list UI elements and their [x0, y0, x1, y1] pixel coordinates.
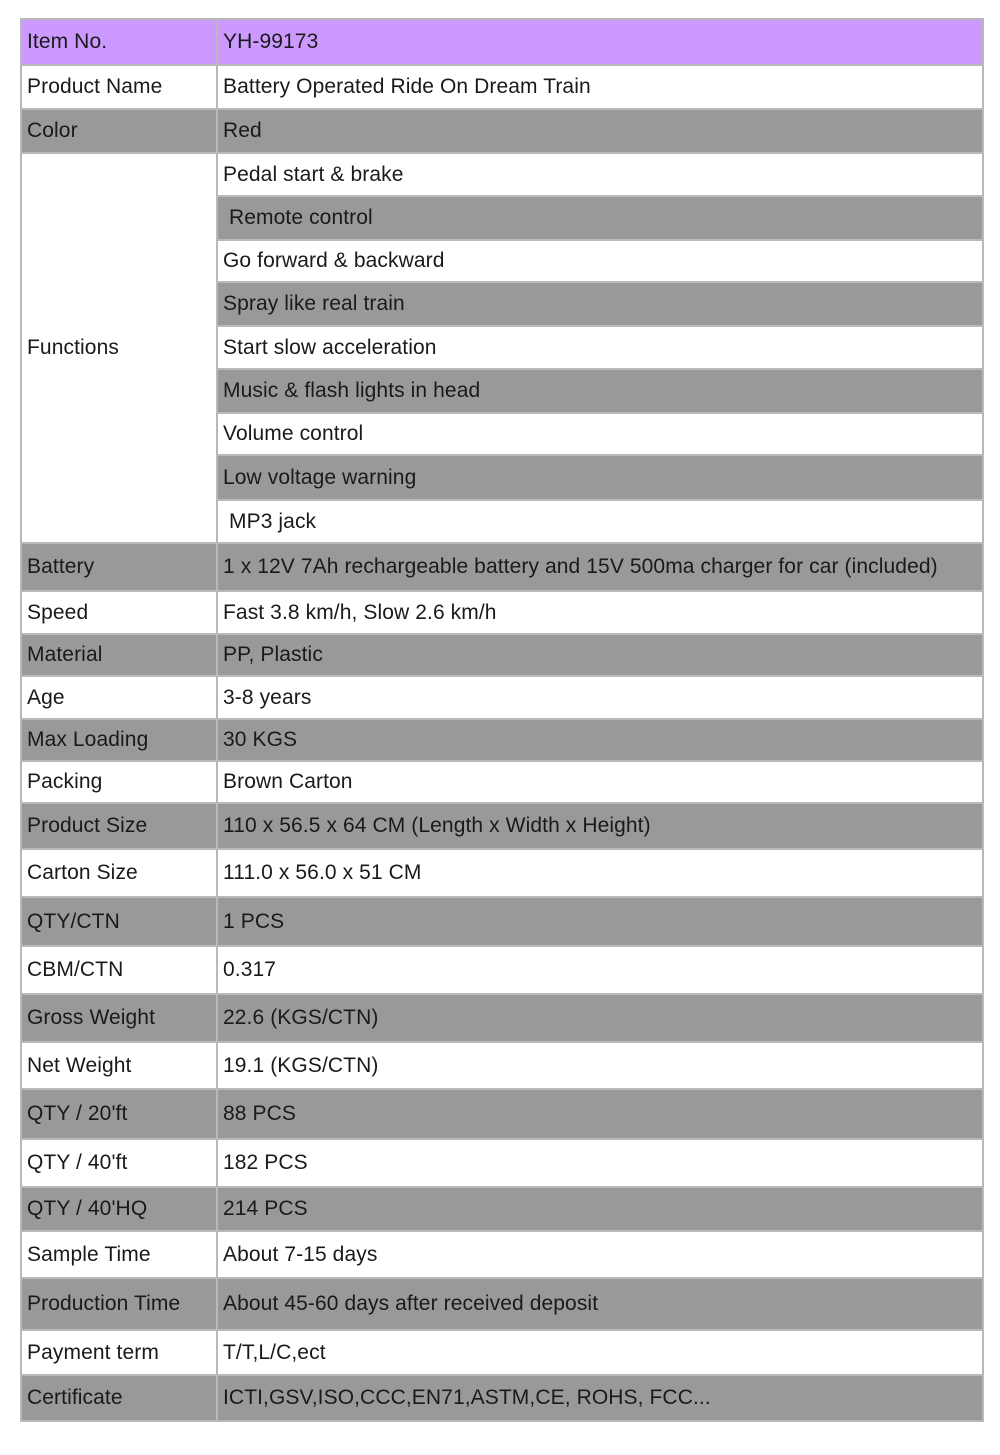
qty-40hq-label: QTY / 40'HQ	[21, 1187, 217, 1231]
function-item: MP3 jack	[217, 500, 983, 543]
net-weight-value: 19.1 (KGS/CTN)	[217, 1042, 983, 1089]
row-net-weight	[21, 1042, 983, 1089]
payment-term-value: T/T,L/C,ect	[217, 1330, 983, 1375]
max-loading-label: Max Loading	[21, 719, 217, 761]
spec-table	[20, 18, 984, 1422]
product-size-label: Product Size	[21, 803, 217, 849]
row-battery	[21, 543, 983, 591]
row-qty-40hq	[21, 1187, 983, 1231]
product-size-value: 110 x 56.5 x 64 CM (Length x Width x Height)	[217, 803, 983, 849]
speed-label: Speed	[21, 591, 217, 634]
certificate-value: ICTI,GSV,ISO,CCC,EN71,ASTM,CE, ROHS, FCC...	[217, 1375, 983, 1421]
function-item: Music & flash lights in head	[217, 369, 983, 413]
row-speed	[21, 591, 983, 634]
row-production-time	[21, 1278, 983, 1330]
function-item: Go forward & backward	[217, 240, 983, 282]
qty-40ft-value: 182 PCS	[217, 1139, 983, 1187]
material-value: PP, Plastic	[217, 634, 983, 676]
item-no-value: YH-99173	[217, 19, 983, 65]
row-payment-term	[21, 1330, 983, 1375]
row-qty-20ft	[21, 1089, 983, 1139]
color-value: Red	[217, 109, 983, 153]
max-loading-value: 30 KGS	[217, 719, 983, 761]
qty-40hq-value: 214 PCS	[217, 1187, 983, 1231]
age-value: 3-8 years	[217, 676, 983, 719]
product-name-value: Battery Operated Ride On Dream Train	[217, 65, 983, 109]
row-color	[21, 109, 983, 153]
row-item-no	[21, 19, 983, 65]
carton-size-label: Carton Size	[21, 849, 217, 897]
row-qty-ctn	[21, 897, 983, 946]
row-max-loading	[21, 719, 983, 761]
row-gross-weight	[21, 994, 983, 1042]
qty-20ft-label: QTY / 20'ft	[21, 1089, 217, 1139]
row-product-size	[21, 803, 983, 849]
function-item: Low voltage warning	[217, 455, 983, 500]
function-item: Pedal start & brake	[217, 153, 983, 196]
gross-weight-label: Gross Weight	[21, 994, 217, 1042]
row-material	[21, 634, 983, 676]
age-label: Age	[21, 676, 217, 719]
qty-ctn-label: QTY/CTN	[21, 897, 217, 946]
qty-40ft-label: QTY / 40'ft	[21, 1139, 217, 1187]
row-packing	[21, 761, 983, 803]
qty-20ft-value: 88 PCS	[217, 1089, 983, 1139]
item-no-label: Item No.	[21, 19, 217, 65]
cbm-ctn-value: 0.317	[217, 946, 983, 994]
packing-label: Packing	[21, 761, 217, 803]
qty-ctn-value: 1 PCS	[217, 897, 983, 946]
row-cbm-ctn	[21, 946, 983, 994]
battery-value: 1 x 12V 7Ah rechargeable battery and 15V 500ma charger for car (included)	[217, 543, 983, 591]
row-function	[21, 153, 983, 196]
sample-time-value: About 7-15 days	[217, 1231, 983, 1278]
payment-term-label: Payment term	[21, 1330, 217, 1375]
packing-value: Brown Carton	[217, 761, 983, 803]
row-sample-time	[21, 1231, 983, 1278]
cbm-ctn-label: CBM/CTN	[21, 946, 217, 994]
net-weight-label: Net Weight	[21, 1042, 217, 1089]
function-item: Spray like real train	[217, 282, 983, 326]
product-name-label: Product Name	[21, 65, 217, 109]
functions-label: Functions	[21, 153, 217, 543]
sample-time-label: Sample Time	[21, 1231, 217, 1278]
production-time-label: Production Time	[21, 1278, 217, 1330]
speed-value: Fast 3.8 km/h, Slow 2.6 km/h	[217, 591, 983, 634]
row-age	[21, 676, 983, 719]
function-item: Start slow acceleration	[217, 326, 983, 369]
color-label: Color	[21, 109, 217, 153]
production-time-value: About 45-60 days after received deposit	[217, 1278, 983, 1330]
function-item: Remote control	[217, 196, 983, 240]
function-item: Volume control	[217, 413, 983, 455]
row-product-name	[21, 65, 983, 109]
row-carton-size	[21, 849, 983, 897]
row-certificate	[21, 1375, 983, 1421]
certificate-label: Certificate	[21, 1375, 217, 1421]
material-label: Material	[21, 634, 217, 676]
carton-size-value: 111.0 x 56.0 x 51 CM	[217, 849, 983, 897]
gross-weight-value: 22.6 (KGS/CTN)	[217, 994, 983, 1042]
row-qty-40ft	[21, 1139, 983, 1187]
battery-label: Battery	[21, 543, 217, 591]
